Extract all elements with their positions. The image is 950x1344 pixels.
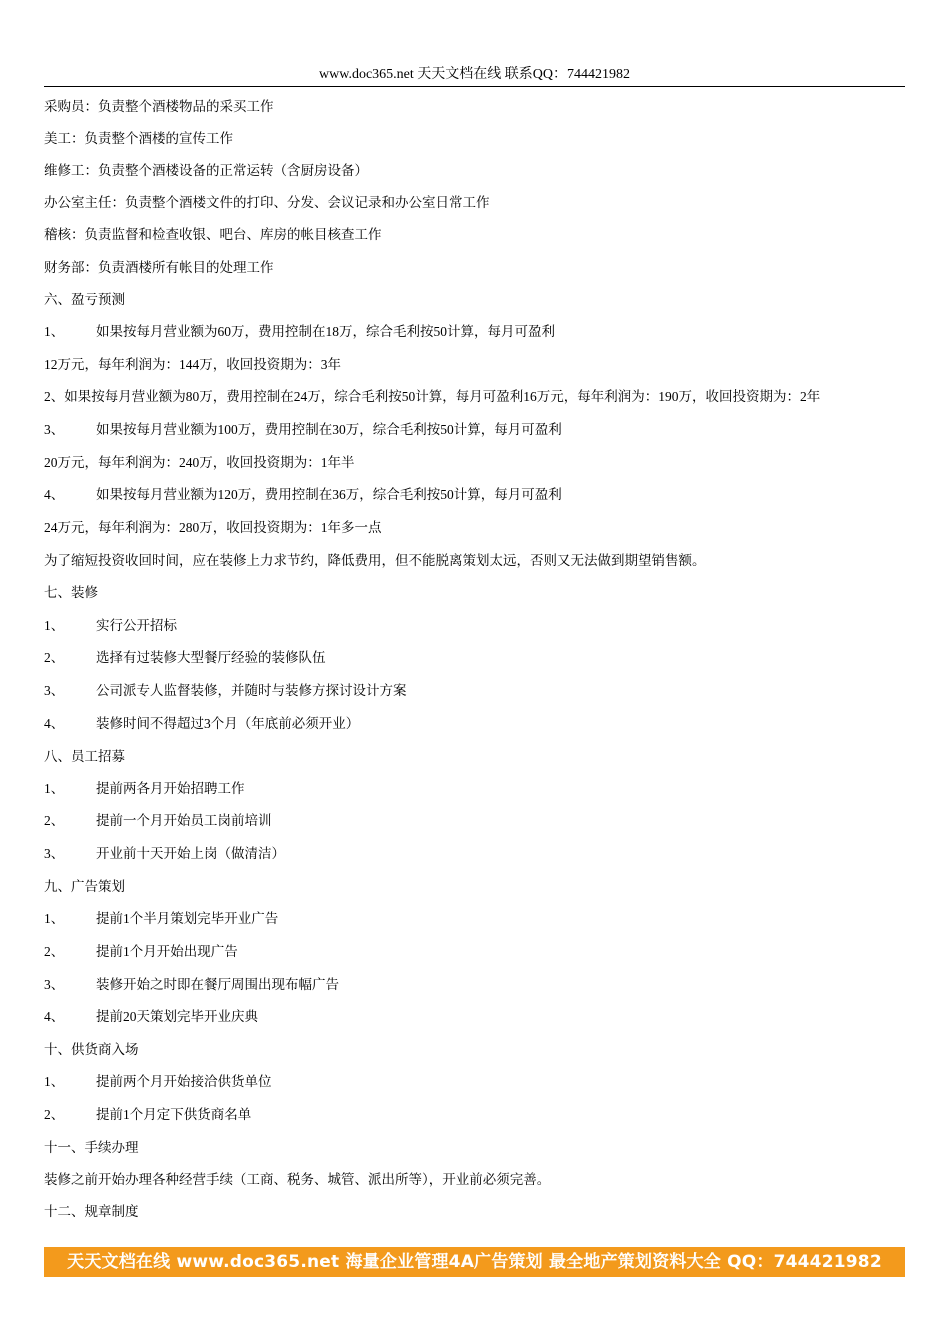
text-line: [44, 129, 924, 149]
line-text: 十、供货商入场: [44, 1042, 139, 1057]
text-line: [44, 290, 924, 310]
list-number: 2、: [44, 650, 65, 665]
list-number: 1、: [44, 781, 65, 796]
line-text: 九、广告策划: [44, 879, 125, 894]
text-line: [44, 681, 924, 701]
line-text: 24万元，每年利润为：280万，收回投资期为：1年多一点: [44, 520, 382, 535]
line-text: 装修时间不得超过3个月（年底前必须开业）: [96, 716, 360, 731]
text-line: [44, 1202, 924, 1222]
text-line: [44, 1170, 924, 1190]
text-line: [44, 648, 924, 668]
line-text: 七、装修: [44, 585, 98, 600]
text-line: [44, 844, 924, 864]
text-line: [44, 714, 924, 734]
text-line: [44, 747, 924, 767]
text-line: [44, 193, 924, 213]
text-line: [44, 1007, 924, 1027]
text-line: [44, 387, 924, 407]
line-text: 十二、规章制度: [44, 1204, 139, 1219]
list-number: 2、: [44, 1107, 65, 1122]
line-text: 提前一个月开始员工岗前培训: [96, 813, 272, 828]
line-text: 美工：负责整个酒楼的宣传工作: [44, 131, 233, 146]
list-number: 2、: [44, 813, 65, 828]
text-line: [44, 485, 924, 505]
line-text: 六、盈亏预测: [44, 292, 125, 307]
line-text: 公司派专人监督装修，并随时与装修方探讨设计方案: [96, 683, 407, 698]
list-number: 2、: [44, 944, 65, 959]
line-text: 如果按每月营业额为60万，费用控制在18万，综合毛利按50计算，每月可盈利: [96, 324, 555, 339]
list-number: 1、: [44, 911, 65, 926]
line-text: 如果按每月营业额为120万，费用控制在36万，综合毛利按50计算，每月可盈利: [96, 487, 562, 502]
line-text: 实行公开招标: [96, 618, 177, 633]
line-text: 提前两个月开始接洽供货单位: [96, 1074, 272, 1089]
text-line: [44, 616, 924, 636]
text-line: [44, 779, 924, 799]
list-number: 4、: [44, 1009, 65, 1024]
list-number: 4、: [44, 487, 65, 502]
text-line: [44, 811, 924, 831]
line-text: 20万元，每年利润为：240万，收回投资期为：1年半: [44, 455, 355, 470]
line-text: 提前两各月开始招聘工作: [96, 781, 245, 796]
line-text: 提前1个月定下供货商名单: [96, 1107, 252, 1122]
text-line: [44, 97, 924, 117]
line-text: 12万元，每年利润为：144万，收回投资期为：3年: [44, 357, 341, 372]
list-number: 1、: [44, 1074, 65, 1089]
text-line: [44, 1138, 924, 1158]
text-line: [44, 583, 924, 603]
text-line: [44, 161, 924, 181]
line-text: 提前1个半月策划完毕开业广告: [96, 911, 279, 926]
page-header: www.doc365.net 天天文档在线 联系QQ：744421982: [319, 67, 630, 82]
text-line: [44, 518, 924, 538]
line-text: 十一、手续办理: [44, 1140, 139, 1155]
line-text: 选择有过装修大型餐厅经验的装修队伍: [96, 650, 326, 665]
text-line: [44, 1072, 924, 1092]
line-text: 提前20天策划完毕开业庆典: [96, 1009, 258, 1024]
text-line: [44, 258, 924, 278]
text-line: [44, 355, 924, 375]
text-line: [44, 877, 924, 897]
line-text: 2、如果按每月营业额为80万，费用控制在24万，综合毛利按50计算，每月可盈利16万元，每年利润为：190万，收回投资期为：2年: [44, 389, 821, 404]
list-number: 3、: [44, 683, 65, 698]
text-line: [44, 453, 924, 473]
list-number: 4、: [44, 716, 65, 731]
text-line: [44, 322, 924, 342]
text-line: [44, 420, 924, 440]
line-text: 装修之前开始办理各种经营手续（工商、税务、城管、派出所等），开业前必须完善。: [44, 1172, 551, 1187]
text-line: [44, 225, 924, 245]
list-number: 3、: [44, 422, 65, 437]
line-text: 如果按每月营业额为100万，费用控制在30万，综合毛利按50计算，每月可盈利: [96, 422, 562, 437]
line-text: 维修工：负责整个酒楼设备的正常运转（含厨房设备）: [44, 163, 368, 178]
list-number: 3、: [44, 846, 65, 861]
list-number: 3、: [44, 977, 65, 992]
line-text: 为了缩短投资收回时间，应在装修上力求节约，降低费用，但不能脱离策划太远，否则又无法做到期望销售额。: [44, 553, 706, 568]
text-line: [44, 551, 924, 571]
line-text: 财务部：负责酒楼所有帐目的处理工作: [44, 260, 274, 275]
line-text: 八、员工招募: [44, 749, 125, 764]
text-line: [44, 942, 924, 962]
line-text: 装修开始之时即在餐厅周围出现布幅广告: [96, 977, 339, 992]
text-line: [44, 1105, 924, 1125]
text-line: [44, 1040, 924, 1060]
list-number: 1、: [44, 618, 65, 633]
line-text: 办公室主任：负责整个酒楼文件的打印、分发、会议记录和办公室日常工作: [44, 195, 490, 210]
text-line: [44, 909, 924, 929]
header-divider: [44, 86, 905, 87]
line-text: 稽核：负责监督和检查收银、吧台、库房的帐目核查工作: [44, 227, 382, 242]
text-line: [44, 975, 924, 995]
line-text: 采购员：负责整个酒楼物品的采买工作: [44, 99, 274, 114]
line-text: 提前1个月开始出现广告: [96, 944, 238, 959]
line-text: 开业前十天开始上岗（做清洁）: [96, 846, 285, 861]
list-number: 1、: [44, 324, 65, 339]
footer-banner: 天天文档在线 www.doc365.net 海量企业管理4A广告策划 最全地产策划资料大全 QQ：744421982: [44, 1247, 905, 1277]
